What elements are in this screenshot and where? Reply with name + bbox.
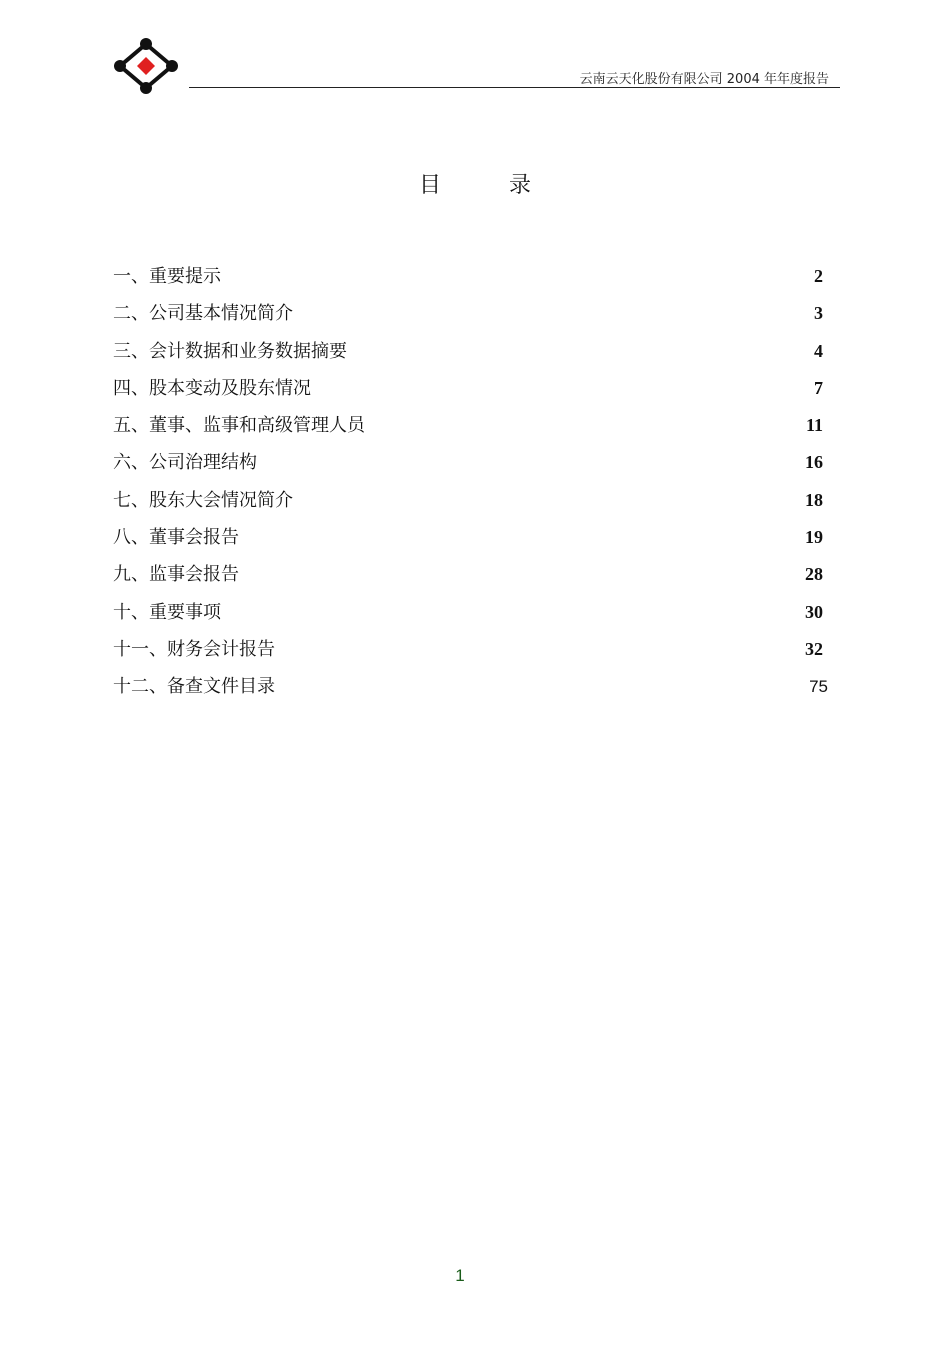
toc-title-char: 目 [418, 173, 441, 198]
toc-entry-label: 十、重要事项 [113, 601, 221, 623]
toc-entry[interactable] [113, 519, 833, 556]
toc-entry-page: 7 [814, 377, 823, 398]
toc-entry-label: 六、公司治理结构 [113, 452, 257, 474]
toc-entry-page: 30 [805, 601, 823, 622]
toc-entry-page: 11 [805, 415, 823, 436]
toc-entry-label: 十二、备查文件目录 [113, 676, 275, 698]
toc-entry-page: 32 [805, 638, 823, 659]
table-of-contents [113, 258, 833, 706]
company-logo-icon [110, 36, 182, 96]
toc-entry-page: 19 [805, 527, 823, 548]
toc-entry-label: 十一、财务会计报告 [113, 638, 275, 660]
toc-entry[interactable] [113, 333, 833, 370]
toc-entry[interactable] [113, 594, 833, 631]
toc-entry-page: 2 [814, 266, 823, 286]
toc-entry-label: 三、会计数据和业务数据摘要 [113, 340, 347, 362]
toc-entry[interactable] [113, 482, 833, 519]
page-number: 1 [455, 1266, 465, 1285]
toc-entry-label: 七、股东大会情况简介 [113, 489, 293, 511]
toc-entry[interactable] [113, 444, 833, 481]
toc-entry-page: 75 [809, 677, 828, 697]
toc-entry-page: 16 [805, 452, 823, 473]
report-header-title: 云南云天化股份有限公司 2004 年年度报告 [579, 72, 829, 87]
toc-entry-label: 四、股本变动及股东情况 [113, 377, 311, 399]
toc-entry[interactable] [113, 295, 833, 332]
toc-entry[interactable] [113, 556, 833, 593]
toc-entry-label: 五、董事、监事和高级管理人员 [113, 415, 365, 437]
toc-entry-label: 九、监事会报告 [113, 564, 239, 586]
toc-title [0, 168, 950, 199]
toc-entry-page: 18 [805, 489, 823, 510]
toc-entry[interactable] [113, 407, 833, 444]
toc-entry[interactable] [113, 668, 833, 705]
toc-entry-label: 一、重要提示 [113, 266, 221, 287]
header-divider [189, 87, 840, 88]
toc-entry[interactable] [113, 370, 833, 407]
toc-entry-page: 4 [814, 340, 823, 361]
toc-entry[interactable] [113, 631, 833, 668]
toc-entry-page: 28 [805, 564, 823, 585]
toc-entry-label: 八、董事会报告 [113, 527, 239, 549]
toc-entry-label: 二、公司基本情况简介 [113, 303, 293, 325]
toc-title-char: 录 [509, 173, 532, 198]
toc-entry-page: 3 [814, 303, 823, 324]
toc-entry[interactable] [113, 258, 833, 295]
